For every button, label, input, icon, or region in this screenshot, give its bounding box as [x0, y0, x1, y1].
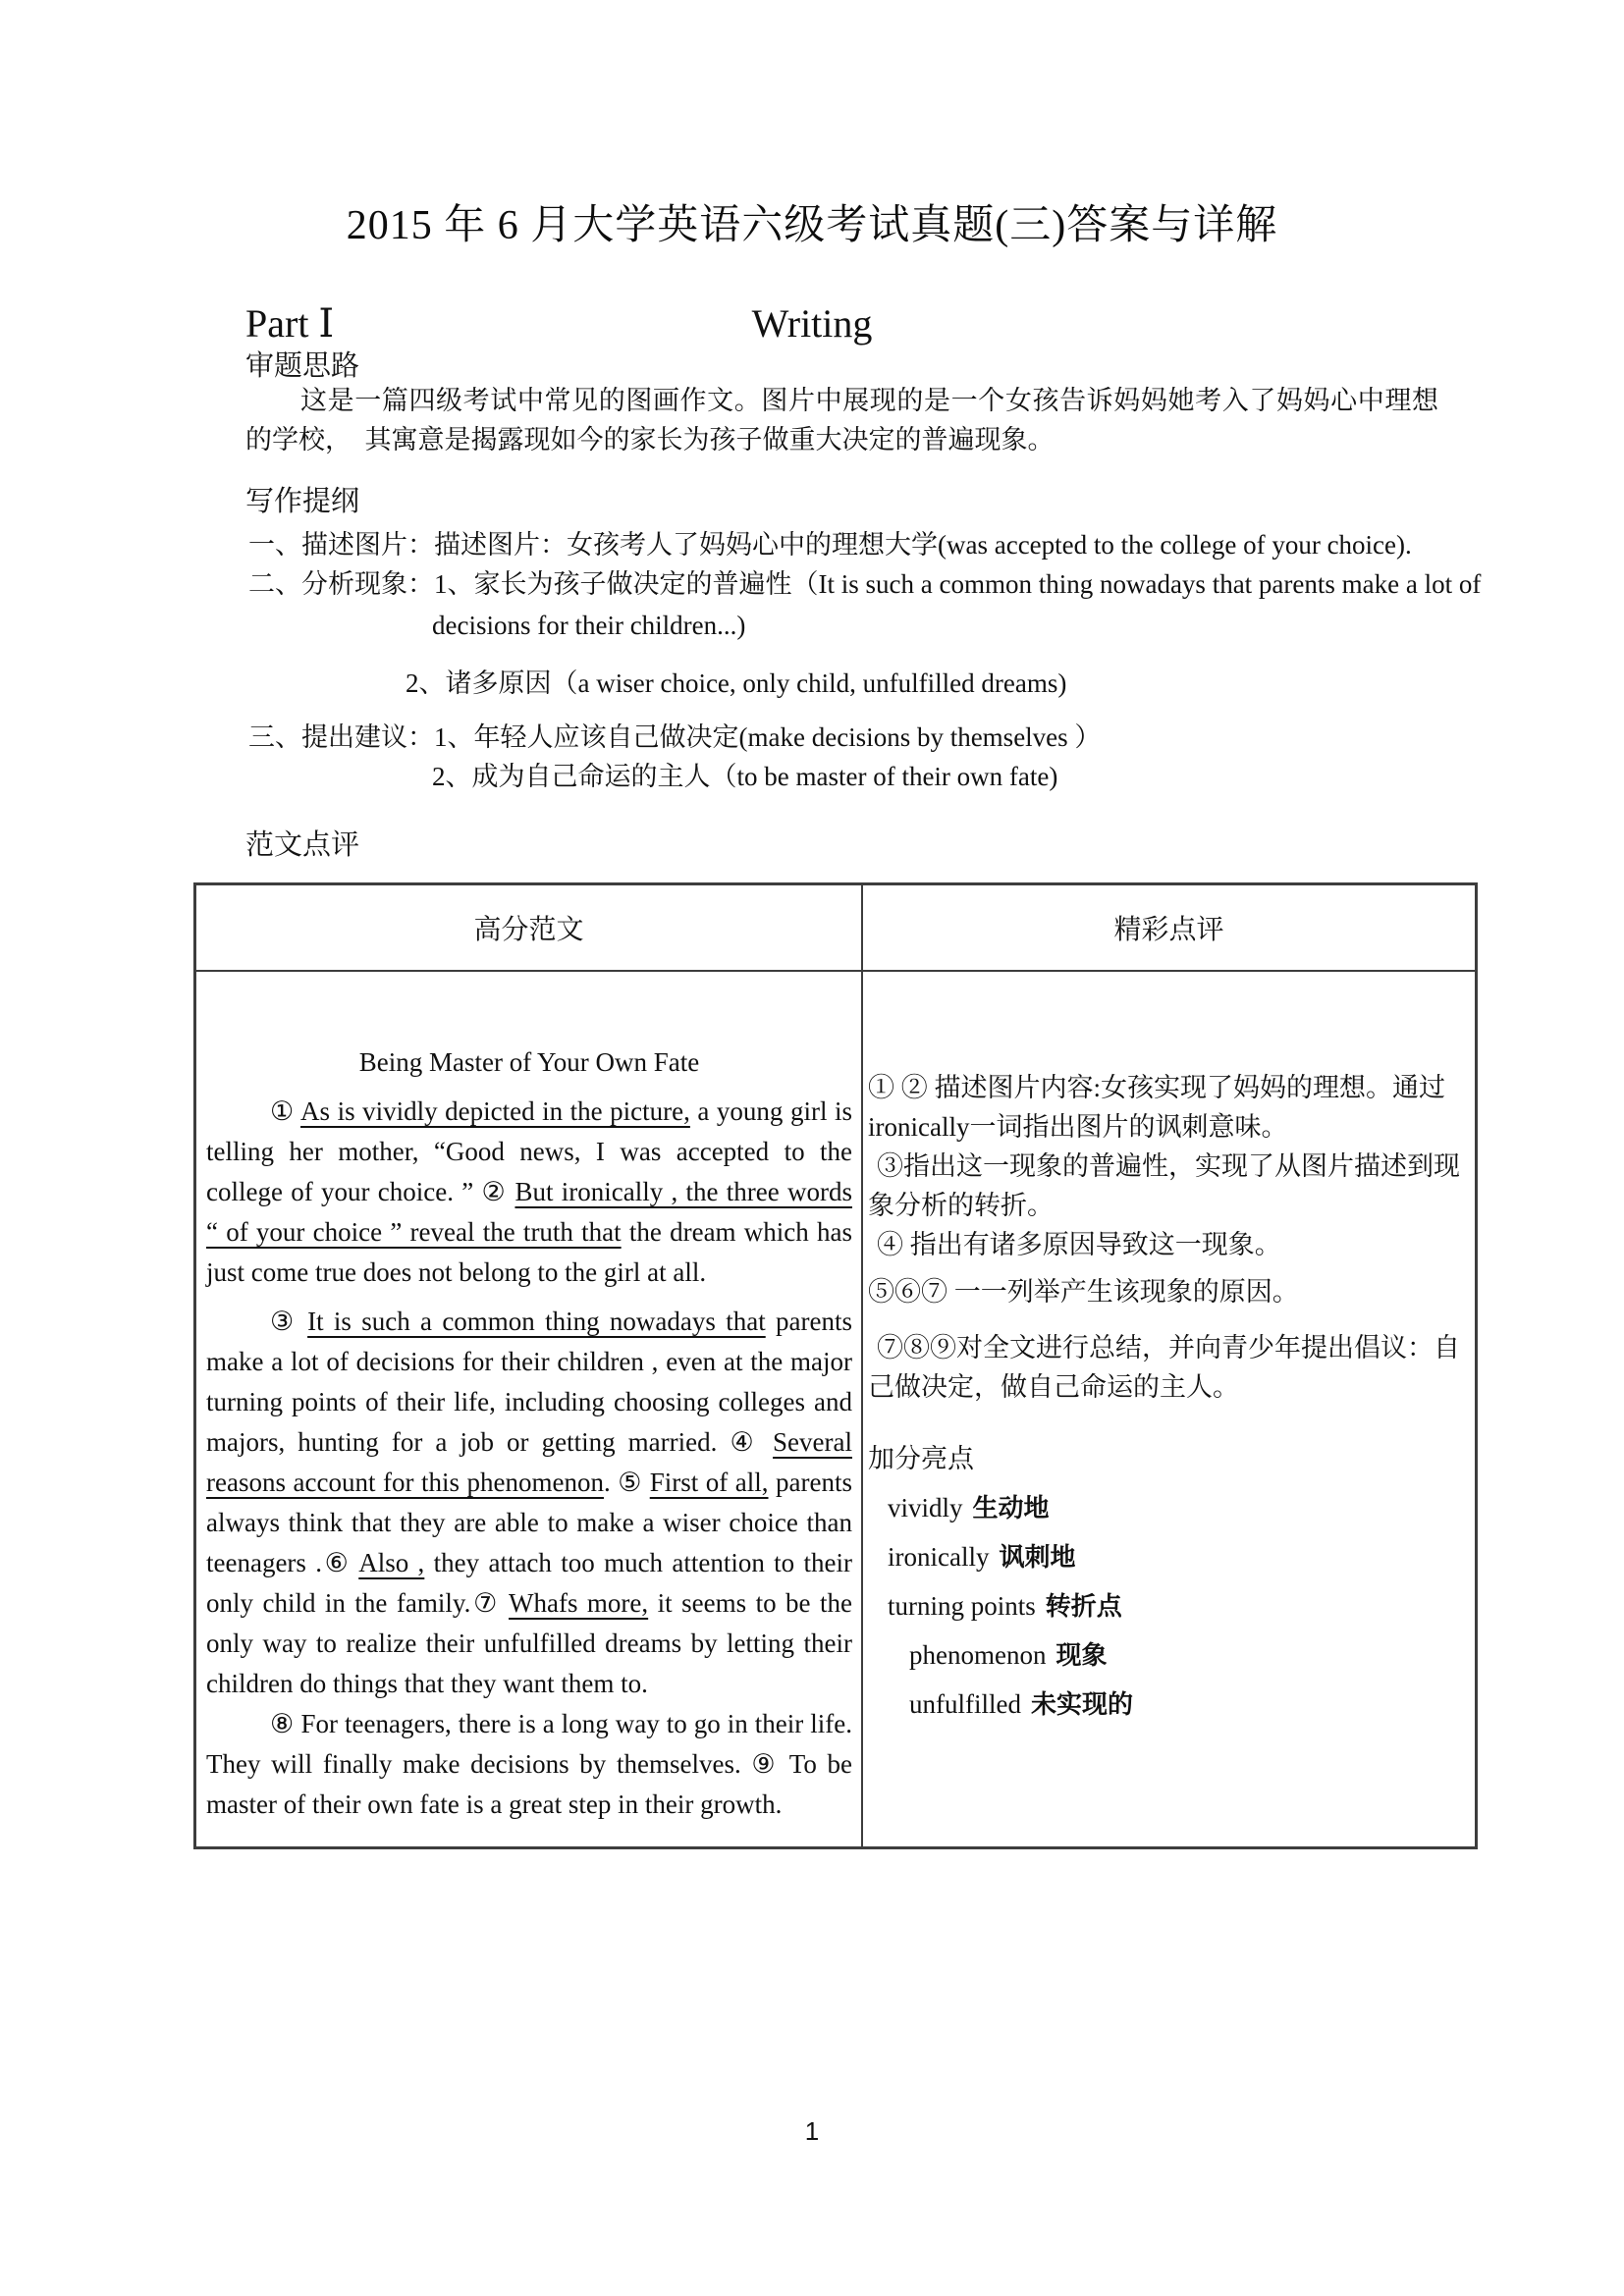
table-body-row	[196, 972, 1475, 1846]
comment-block-5: ⑦⑧⑨对全文进行总结，并向青少年提出倡议：自己做决定，做自己命运的主人。	[868, 1333, 1460, 1402]
outline-line-3: decisions for their children...)	[432, 611, 746, 640]
outline-list	[248, 525, 1515, 796]
vocab-word: unfulfilled	[909, 1689, 1021, 1719]
essay-cell	[196, 972, 863, 1846]
comment-block-3: ④ 指出有诸多原因导致这一现象。	[877, 1230, 1281, 1259]
bonus-points-heading: 加分亮点	[868, 1444, 974, 1473]
essay-paragraph-2: ③ It is such a common thing nowadays that parents make a lot of decisions for their children , even at the major turning points of their life, including choosing colleges and majors, hunting for a job or getting married. ④ Several reasons account for this phenomenon. ⑤ First of all, parents always think that they are able to make a wiser choice than teenagers .⑥ Also , they attach too much attention to their only child in the family.⑦ Whafs more, it seems to be the only way to realize their unfulfilled dreams by letting their children do things that they want them to.	[206, 1307, 853, 1698]
vocab-gloss: 转折点	[1045, 1591, 1122, 1621]
vocab-item	[909, 1630, 1467, 1680]
table-header-row	[196, 885, 1475, 972]
vocab-gloss: 未实现的	[1030, 1689, 1133, 1719]
vocab-gloss: 现象	[1056, 1640, 1108, 1670]
vocab-word: ironically	[888, 1542, 990, 1572]
part-label: Part Ⅰ	[245, 301, 335, 346]
sample-essay-table	[193, 882, 1478, 1849]
vocab-gloss: 生动地	[972, 1493, 1050, 1522]
doc-title: 2015 年 6 月大学英语六级考试真题(三)答案与详解	[346, 203, 1278, 248]
comment-block-2: ③指出这一现象的普遍性，实现了从图片描述到现象分析的转折。	[868, 1151, 1460, 1220]
vocab-gloss: 讽刺地	[999, 1542, 1076, 1572]
vocab-word: vividly	[888, 1493, 963, 1522]
essay-paragraph-1: ① As is vividly depicted in the picture, a young girl is telling her mother, “Good news, I was accepted to the college of your choice. ” ② But ironically , the three words “ of your choice ” reveal the truth that the dream which has just come true does not belong to the girl at all.	[206, 1096, 852, 1287]
review-heading: 范文点评	[245, 829, 360, 861]
comment-cell	[863, 972, 1475, 1846]
vocab-item	[909, 1680, 1467, 1729]
outline-line-4: 2、诸多原因（a wiser choice, only child, unfulfilled dreams)	[406, 668, 1067, 698]
essay-paragraph-3: ⑧ For teenagers, there is a long way to go in their life. They will finally make decisions by themselves. ⑨ To be master of their own fate is a great step in their growth.	[206, 1709, 852, 1819]
part-header	[0, 300, 1624, 351]
page-number: 1	[804, 2116, 820, 2146]
outline-line-5: 三、提出建议：1、年轻人应该自己做决定(make decisions by themselves ）	[248, 722, 1102, 752]
vocab-word: phenomenon	[909, 1640, 1047, 1670]
outline-line-1: 一、描述图片：描述图片：女孩考人了妈妈心中的理想大学(was accepted to the college of your choice).	[248, 530, 1412, 560]
part-section-title: Writing	[751, 301, 873, 346]
outline-heading: 写作提纲	[245, 486, 360, 517]
vocab-item	[888, 1581, 1467, 1630]
essay-title: Being Master of Your Own Fate	[358, 1047, 700, 1077]
vocab-item	[888, 1532, 1467, 1581]
essay-column-header: 高分范文	[196, 885, 863, 970]
outline-line-6: 2、成为自己命运的主人（to be master of their own fate)	[432, 762, 1058, 791]
analysis-heading: 审题思路	[245, 350, 360, 382]
outline-line-2: 二、分析现象：1、家长为孩子做决定的普遍性（It is such a common thing nowadays that parents make a lot of	[248, 569, 1482, 599]
vocab-item	[888, 1483, 1467, 1532]
comment-block-1: ① ② 描述图片内容:女孩实现了妈妈的理想。通过ironically一词指出图片的讽刺意味。	[868, 1073, 1446, 1142]
vocab-word: turning points	[888, 1591, 1036, 1621]
vocab-list	[868, 1483, 1467, 1729]
comment-column-header: 精彩点评	[1113, 915, 1224, 945]
comment-block-4: ⑤⑥⑦ 一一列举产生该现象的原因。	[868, 1277, 1299, 1307]
analysis-paragraph: 这是一篇四级考试中常见的图画作文。图片中展现的是一个女孩告诉妈妈她考入了妈妈心中理想的学校， 其寓意是揭露现如今的家长为孩子做重大决定的普遍现象。	[245, 386, 1438, 454]
